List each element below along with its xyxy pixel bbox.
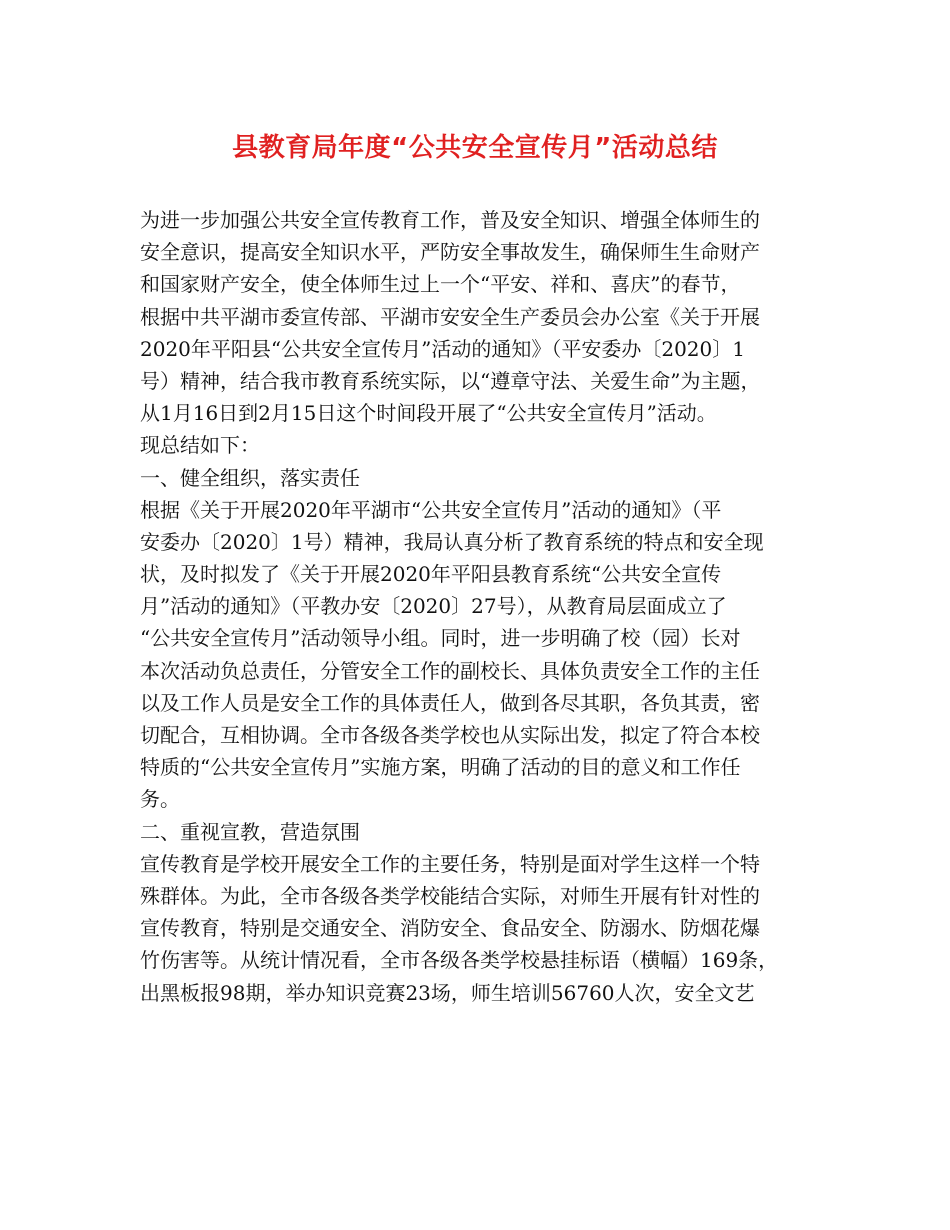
body-line: 为进一步加强公共安全宣传教育工作，普及安全知识、增强全体师生的 [140, 208, 760, 232]
body-line: 特质的“公共安全宣传月”实施方案，明确了活动的目的意义和工作任 [140, 755, 741, 780]
body-line: 月”活动的通知》（平教办安〔2020〕27号），从教育局层面成立了 [140, 594, 727, 619]
body-line: 殊群体。为此，全市各级各类学校能结合实际，对师生开展有针对性的 [140, 883, 760, 908]
body-line: 根据《关于开展2020年平湖市“公共安全宣传月”活动的通知》（平 [140, 497, 722, 522]
body-line: 宣传教育，特别是交通安全、消防安全、食品安全、防溺水、防烟花爆 [140, 916, 760, 941]
body-line: 一、健全组织，落实责任 [140, 465, 360, 490]
body-line: 现总结如下： [140, 433, 260, 458]
body-line: 2020年平阳县“公共安全宣传月”活动的通知》（平安委办〔2020〕1 [140, 336, 745, 361]
body-line: 本次活动负总责任，分管安全工作的副校长、具体负责安全工作的主任 [140, 658, 760, 683]
body-line: 从1月16日到2月15日这个时间段开展了“公共安全宣传月”活动。 [140, 401, 717, 426]
body-line: 状，及时拟发了《关于开展2020年平阳县教育系统“公共安全宣传 [140, 562, 722, 587]
body-line: 切配合，互相协调。全市各级各类学校也从实际出发，拟定了符合本校 [140, 723, 760, 747]
document-title: 县教育局年度“公共安全宣传月”活动总结 [232, 133, 718, 163]
body-line: 安全意识，提高安全知识水平，严防安全事故发生，确保师生生命财产 [140, 240, 760, 265]
body-line: 务。 [140, 787, 180, 812]
document-body [140, 204, 830, 1009]
body-line: 二、重视宣教，营造氛围 [140, 819, 360, 844]
body-line: 和国家财产安全，使全体师生过上一个“平安、祥和、喜庆”的春节， [140, 272, 741, 297]
body-line: 出黑板报98期，举办知识竞赛23场，师生培训56760人次，安全文艺 [140, 980, 755, 1005]
body-line: 根据中共平湖市委宣传部、平湖市安安全生产委员会办公室《关于开展 [140, 304, 760, 329]
body-line: 竹伤害等。从统计情况看，全市各级各类学校悬挂标语（横幅）169条， [140, 948, 779, 973]
body-line: “公共安全宣传月”活动领导小组。同时，进一步明确了校（园）长对 [140, 626, 741, 651]
body-line: 以及工作人员是安全工作的具体责任人，做到各尽其职，各负其责，密 [140, 690, 760, 715]
body-line: 安委办〔2020〕1号）精神，我局认真分析了教育系统的特点和安全现 [140, 529, 764, 554]
body-line: 宣传教育是学校开展安全工作的主要任务，特别是面对学生这样一个特 [140, 851, 760, 876]
body-line: 号）精神，结合我市教育系统实际，以“遵章守法、关爱生命”为主题， [140, 368, 761, 393]
